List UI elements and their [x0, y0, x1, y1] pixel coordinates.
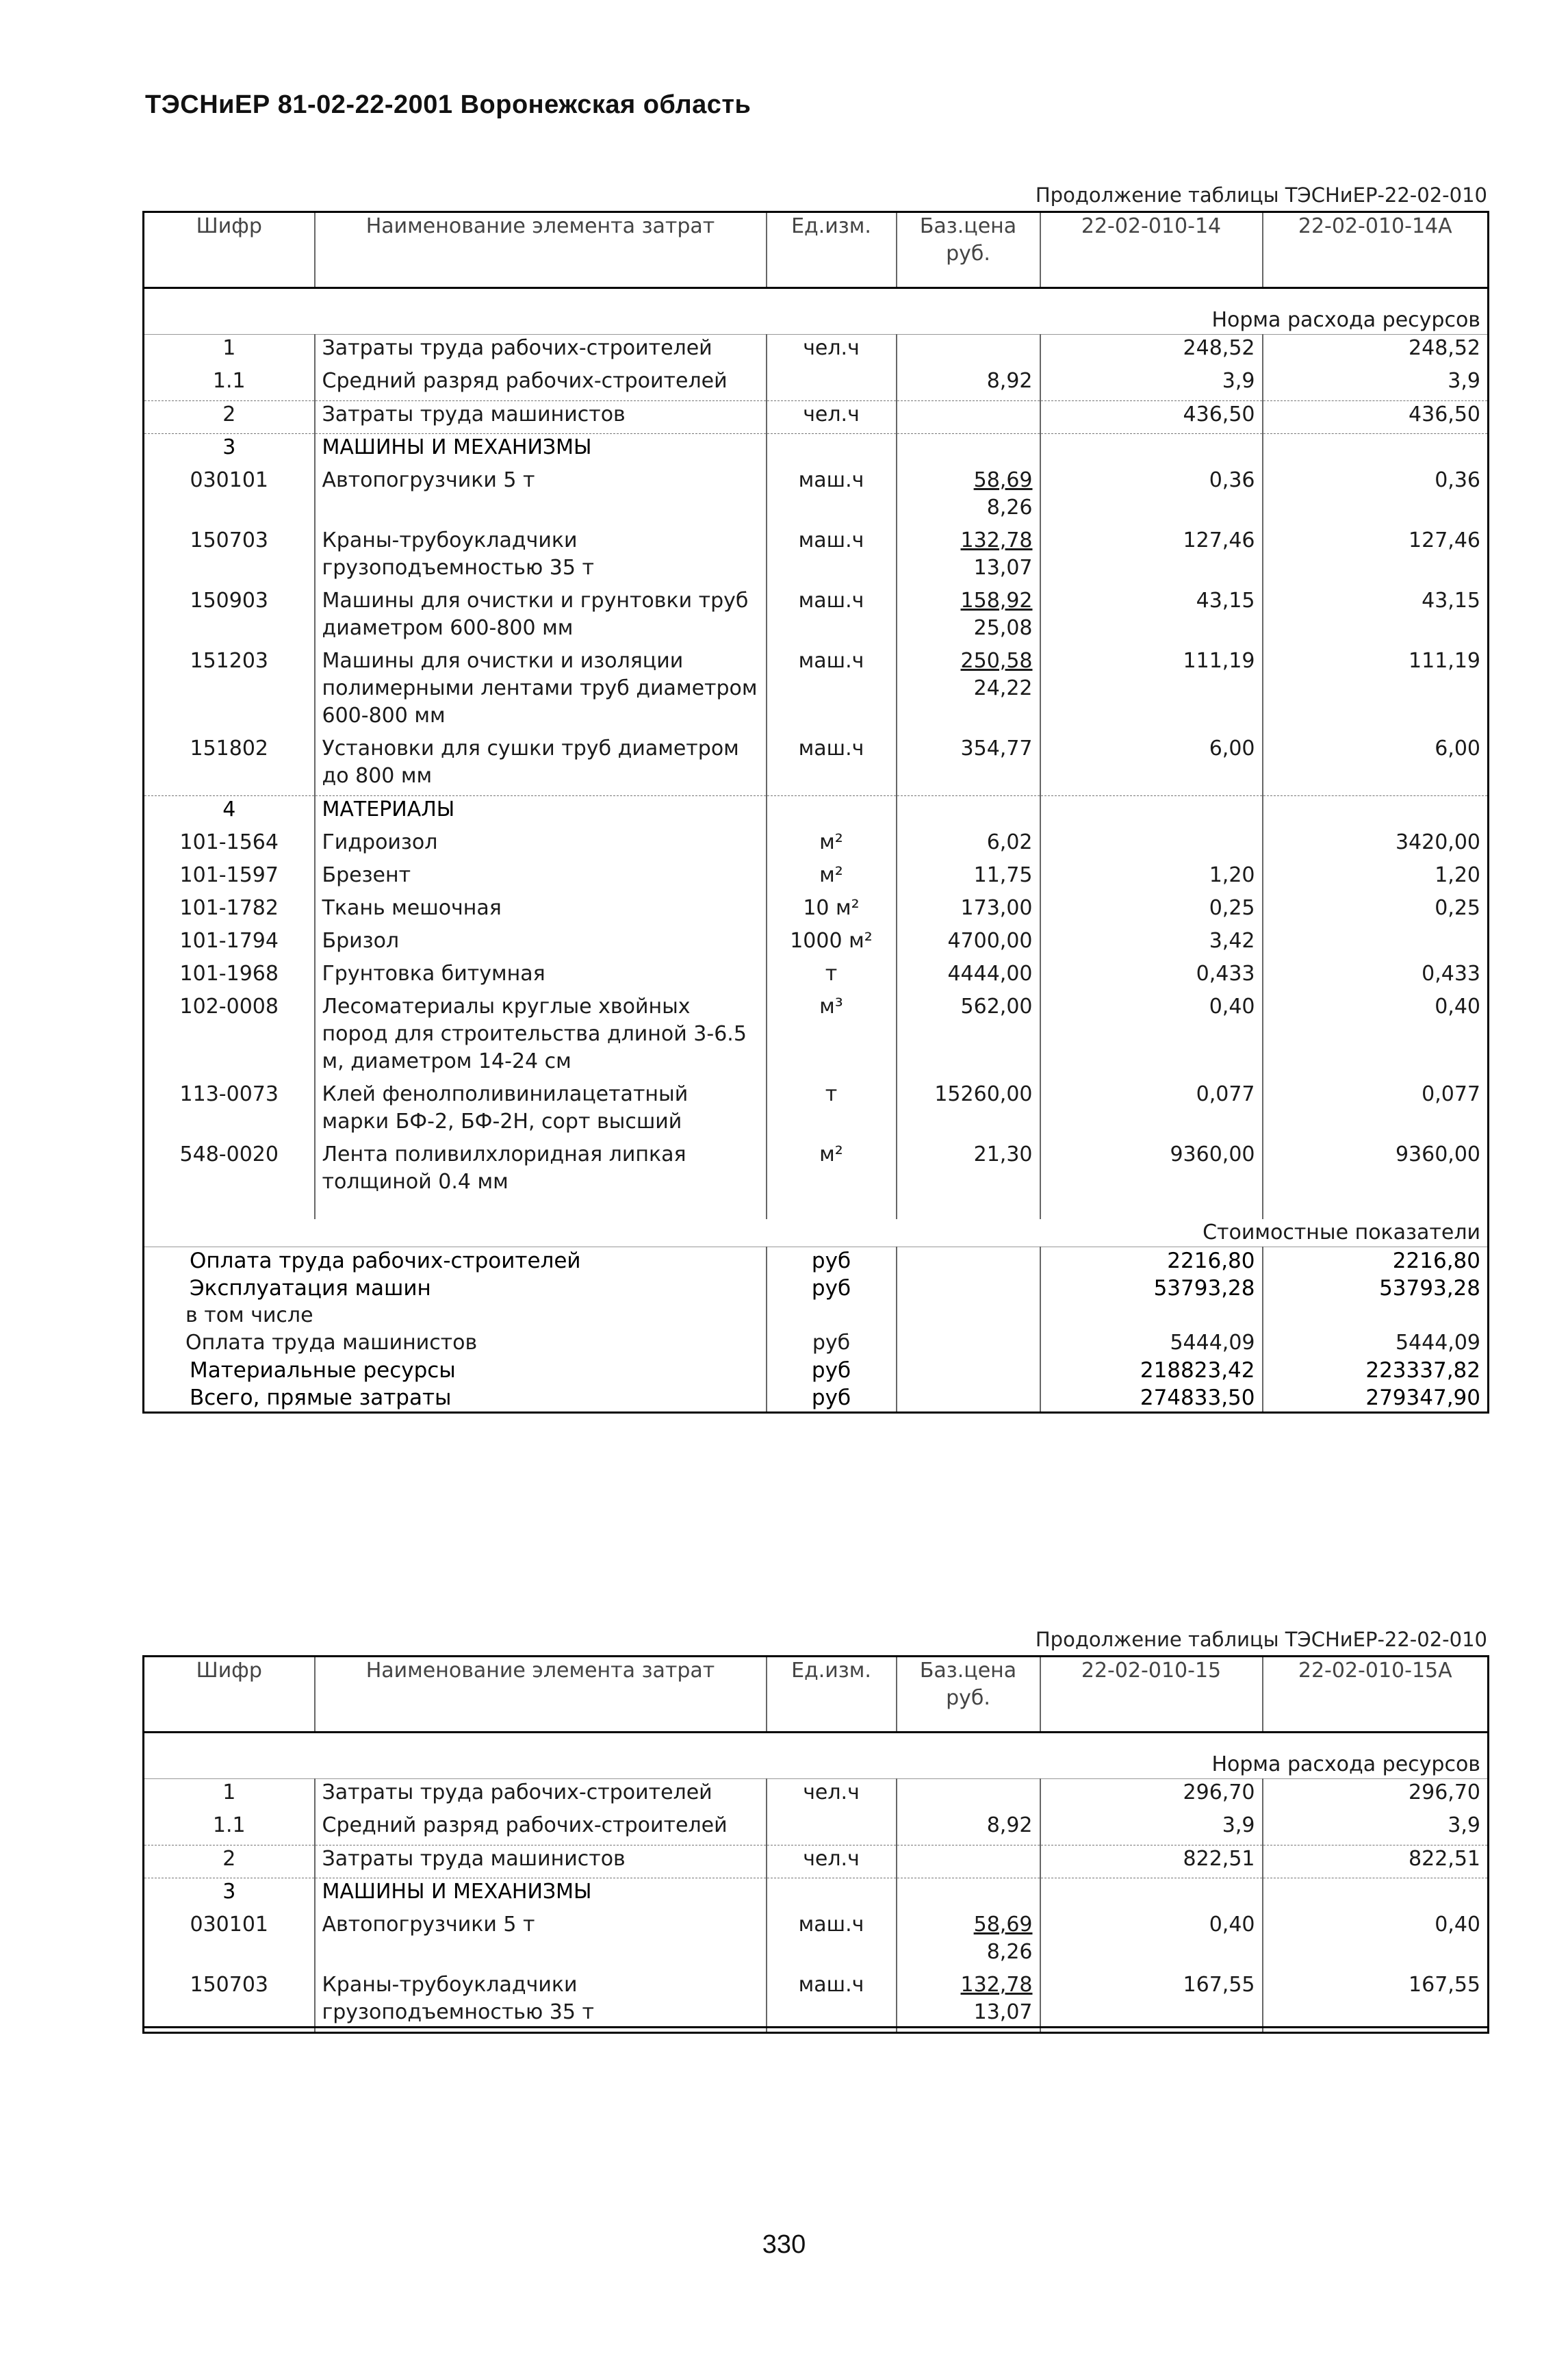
- cell-unit: маш.ч: [767, 527, 897, 582]
- cell-name: Грунтовка битумная: [315, 960, 767, 988]
- cell-code: 151203: [144, 648, 315, 730]
- cell-code: 113-0073: [144, 1081, 315, 1136]
- cell-code: 101-1782: [144, 895, 315, 922]
- cell-norm-2: 127,46: [1263, 527, 1489, 582]
- norm-label: Норма расхода ресурсов: [144, 307, 1489, 335]
- cost-value-1: 53793,28: [1040, 1275, 1263, 1302]
- table-row: [144, 335, 1489, 363]
- cell-unit: маш.ч: [767, 467, 897, 522]
- cost-value-2: 223337,82: [1263, 1357, 1489, 1384]
- cost-value-1: 218823,42: [1040, 1357, 1263, 1384]
- col-header-norm-1: 22-02-010-14: [1040, 212, 1263, 288]
- cell-unit: 1000 м²: [767, 928, 897, 955]
- cell-price: [897, 434, 1040, 462]
- price-base: 250,58: [960, 649, 1033, 673]
- price-base: 8,92: [986, 1813, 1033, 1837]
- cell-norm-1: [1040, 795, 1263, 823]
- cell-name: Затраты труда рабочих-строителей: [315, 335, 767, 363]
- cell-price: [897, 1081, 1040, 1136]
- norm-label-row: [144, 307, 1489, 335]
- cost-value-2: [1263, 1302, 1489, 1329]
- cell-norm-1: 248,52: [1040, 335, 1263, 363]
- cell-code: 2: [144, 1845, 315, 1873]
- col-header-code: Шифр: [144, 212, 315, 288]
- col-header-code: Шифр: [144, 1657, 315, 1733]
- cost-unit: [767, 1302, 897, 1329]
- cell-name: Лента поливилхлоридная липкая толщиной 0.4 мм: [315, 1141, 767, 1196]
- cost-unit: руб: [767, 1247, 897, 1275]
- cell-name: Средний разряд рабочих-строителей: [315, 368, 767, 395]
- cell-price: [897, 993, 1040, 1075]
- cost-name: Оплата труда рабочих-строителей: [144, 1247, 767, 1275]
- price-base: 8,92: [986, 369, 1033, 393]
- cell-name: Установки для сушки труб диаметром до 800 мм: [315, 735, 767, 790]
- cost-unit: руб: [767, 1275, 897, 1302]
- cell-norm-1: 43,15: [1040, 587, 1263, 642]
- cell-unit: м³: [767, 993, 897, 1075]
- cell-unit: маш.ч: [767, 648, 897, 730]
- cell-price: [897, 1971, 1040, 2028]
- price-labor: 8,26: [986, 1940, 1033, 1964]
- cell-name: МАШИНЫ И МЕХАНИЗМЫ: [315, 1878, 767, 1906]
- cell-norm-2: 0,25: [1263, 895, 1489, 922]
- cell-norm-2: 43,15: [1263, 587, 1489, 642]
- cell-unit: т: [767, 960, 897, 988]
- cell-norm-2: 0,077: [1263, 1081, 1489, 1136]
- col-header-norm-1: 22-02-010-15: [1040, 1657, 1263, 1733]
- cell-code: 150903: [144, 587, 315, 642]
- cost-price: [897, 1247, 1040, 1275]
- cell-norm-2: 111,19: [1263, 648, 1489, 730]
- price-labor: 8,26: [986, 496, 1033, 520]
- price-base: 11,75: [973, 863, 1033, 887]
- cell-norm-2: 6,00: [1263, 735, 1489, 790]
- cell-name: Машины для очистки и грунтовки труб диаметром 600-800 мм: [315, 587, 767, 642]
- cell-name: Затраты труда рабочих-строителей: [315, 1779, 767, 1807]
- cell-norm-2: 9360,00: [1263, 1141, 1489, 1196]
- cell-norm-1: 167,55: [1040, 1971, 1263, 2028]
- cell-code: 150703: [144, 1971, 315, 2028]
- table1-header-row: [144, 212, 1489, 288]
- cell-price: [897, 1779, 1040, 1807]
- cell-code: 151802: [144, 735, 315, 790]
- cost-label-row: [144, 1219, 1489, 1247]
- price-base: 15260,00: [934, 1082, 1033, 1106]
- cell-code: 1.1: [144, 1812, 315, 1839]
- cell-norm-1: 0,077: [1040, 1081, 1263, 1136]
- cell-name: МАШИНЫ И МЕХАНИЗМЫ: [315, 434, 767, 462]
- table-row: [144, 895, 1489, 922]
- cell-name: Средний разряд рабочих-строителей: [315, 1812, 767, 1839]
- cell-price: [897, 1878, 1040, 1906]
- price-base: 173,00: [960, 895, 1033, 920]
- cell-unit: м²: [767, 829, 897, 856]
- norm-label: Норма расхода ресурсов: [144, 1751, 1489, 1779]
- cost-price: [897, 1384, 1040, 1413]
- cost-price: [897, 1329, 1040, 1357]
- cell-norm-1: 0,40: [1040, 1911, 1263, 1966]
- cell-norm-2: 0,36: [1263, 467, 1489, 522]
- cell-price: [897, 467, 1040, 522]
- cell-name: Затраты труда машинистов: [315, 1845, 767, 1873]
- cost-name: Оплата труда машинистов: [144, 1329, 767, 1357]
- cell-unit: 10 м²: [767, 895, 897, 922]
- table-row: [144, 368, 1489, 395]
- cell-price: [897, 1845, 1040, 1873]
- price-base: 158,92: [960, 589, 1033, 613]
- cell-code: 101-1564: [144, 829, 315, 856]
- cell-code: 030101: [144, 467, 315, 522]
- cell-norm-2: [1263, 1878, 1489, 1906]
- cell-code: 548-0020: [144, 1141, 315, 1196]
- cell-norm-1: 6,00: [1040, 735, 1263, 790]
- cell-norm-1: 436,50: [1040, 400, 1263, 429]
- cost-value-1: 2216,80: [1040, 1247, 1263, 1275]
- table2-header-row: [144, 1657, 1489, 1733]
- col-header-norm-2: 22-02-010-15А: [1263, 1657, 1489, 1733]
- cell-unit: т: [767, 1081, 897, 1136]
- price-labor: 25,08: [973, 616, 1033, 640]
- cell-price: [897, 735, 1040, 790]
- cell-code: 3: [144, 1878, 315, 1906]
- cost-price: [897, 1302, 1040, 1329]
- cell-name: Машины для очистки и изоляции полимерными лентами труб диаметром 600-800 мм: [315, 648, 767, 730]
- cell-norm-1: 9360,00: [1040, 1141, 1263, 1196]
- cost-value-2: 279347,90: [1263, 1384, 1489, 1413]
- cell-name: Клей фенолполивинилацетатный марки БФ-2, БФ-2Н, сорт высший: [315, 1081, 767, 1136]
- cost-value-1: 274833,50: [1040, 1384, 1263, 1413]
- cell-norm-1: 296,70: [1040, 1779, 1263, 1807]
- table-row: [144, 1845, 1489, 1873]
- table-row: [144, 735, 1489, 790]
- cost-label: Стоимостные показатели: [144, 1219, 1489, 1247]
- table-row: [144, 400, 1489, 429]
- table-row: [144, 1141, 1489, 1196]
- cell-unit: чел.ч: [767, 1845, 897, 1873]
- price-base: 6,02: [986, 830, 1033, 854]
- cell-name: Краны-трубоукладчики грузоподъемностью 35 т: [315, 1971, 767, 2028]
- col-header-name: Наименование элемента затрат: [315, 1657, 767, 1733]
- table2: [142, 1655, 1489, 2034]
- price-base: 21,30: [973, 1142, 1033, 1166]
- cell-unit: маш.ч: [767, 735, 897, 790]
- cell-price: [897, 1911, 1040, 1966]
- cell-code: 2: [144, 400, 315, 429]
- table-row: [144, 1081, 1489, 1136]
- cell-name: Гидроизол: [315, 829, 767, 856]
- cell-name: МАТЕРИАЛЫ: [315, 795, 767, 823]
- cell-code: 101-1597: [144, 862, 315, 889]
- cell-norm-2: 0,40: [1263, 993, 1489, 1075]
- document-title: ТЭСНиЕР 81-02-22-2001 Воронежская область: [145, 90, 751, 119]
- table-row: [144, 928, 1489, 955]
- cell-norm-1: 822,51: [1040, 1845, 1263, 1873]
- cell-price: [897, 527, 1040, 582]
- cell-price: [897, 895, 1040, 922]
- col-header-unit: Ед.изм.: [767, 1657, 897, 1733]
- cell-norm-1: [1040, 434, 1263, 462]
- cost-row: [144, 1357, 1489, 1384]
- cost-row: [144, 1384, 1489, 1413]
- cell-norm-2: 3,9: [1263, 368, 1489, 395]
- cell-norm-1: 1,20: [1040, 862, 1263, 889]
- cost-row: [144, 1247, 1489, 1275]
- table-row: [144, 993, 1489, 1075]
- cell-norm-1: 0,25: [1040, 895, 1263, 922]
- cell-norm-1: 3,9: [1040, 1812, 1263, 1839]
- table-row: [144, 1779, 1489, 1807]
- cost-value-1: 5444,09: [1040, 1329, 1263, 1357]
- cell-unit: м²: [767, 1141, 897, 1196]
- cell-code: 4: [144, 795, 315, 823]
- table-row: [144, 829, 1489, 856]
- price-base: 354,77: [960, 737, 1033, 761]
- cell-price: [897, 648, 1040, 730]
- cost-price: [897, 1357, 1040, 1384]
- cell-unit: [767, 434, 897, 462]
- cell-code: 1.1: [144, 368, 315, 395]
- cell-name: Брезент: [315, 862, 767, 889]
- cell-unit: чел.ч: [767, 335, 897, 363]
- cell-price: [897, 862, 1040, 889]
- cell-name: Краны-трубоукладчики грузоподъемностью 35 т: [315, 527, 767, 582]
- cell-norm-1: 3,9: [1040, 368, 1263, 395]
- table-row: [144, 1971, 1489, 2028]
- cost-name: в том числе: [144, 1302, 767, 1329]
- cell-name: Автопогрузчики 5 т: [315, 467, 767, 522]
- section-row: [144, 1878, 1489, 1906]
- cell-price: [897, 1141, 1040, 1196]
- cell-code: 101-1794: [144, 928, 315, 955]
- col-header-name: Наименование элемента затрат: [315, 212, 767, 288]
- table2-continuation: Продолжение таблицы ТЭСНиЕР-22-02-010: [1035, 1628, 1487, 1651]
- cell-code: 102-0008: [144, 993, 315, 1075]
- cell-price: [897, 335, 1040, 363]
- table-row: [144, 648, 1489, 730]
- cell-norm-2: 167,55: [1263, 1971, 1489, 2028]
- price-labor: 13,07: [973, 2000, 1033, 2024]
- price-labor: 13,07: [973, 556, 1033, 580]
- cell-norm-1: [1040, 1878, 1263, 1906]
- cell-norm-2: 3,9: [1263, 1812, 1489, 1839]
- cell-code: 1: [144, 335, 315, 363]
- cost-name: Всего, прямые затраты: [144, 1384, 767, 1413]
- cell-name: Затраты труда машинистов: [315, 400, 767, 429]
- cell-norm-2: 822,51: [1263, 1845, 1489, 1873]
- table-row: [144, 527, 1489, 582]
- cell-code: 150703: [144, 527, 315, 582]
- cell-norm-2: 436,50: [1263, 400, 1489, 429]
- section-row: [144, 795, 1489, 823]
- cost-value-2: 2216,80: [1263, 1247, 1489, 1275]
- table1: [142, 211, 1489, 1414]
- cost-unit: руб: [767, 1357, 897, 1384]
- cell-price: [897, 960, 1040, 988]
- cell-price: [897, 795, 1040, 823]
- cell-price: [897, 1812, 1040, 1839]
- cell-norm-1: 127,46: [1040, 527, 1263, 582]
- cost-name: Эксплуатация машин: [144, 1275, 767, 1302]
- cost-price: [897, 1275, 1040, 1302]
- cell-unit: маш.ч: [767, 1971, 897, 2028]
- cell-norm-2: 248,52: [1263, 335, 1489, 363]
- cell-name: Бризол: [315, 928, 767, 955]
- table-row: [144, 1911, 1489, 1966]
- price-base: 58,69: [973, 1913, 1033, 1937]
- cost-value-2: 5444,09: [1263, 1329, 1489, 1357]
- norm-label-row: [144, 1751, 1489, 1779]
- cost-row: [144, 1275, 1489, 1302]
- cell-price: [897, 829, 1040, 856]
- cell-unit: маш.ч: [767, 587, 897, 642]
- price-labor: 24,22: [973, 676, 1033, 700]
- price-base: 132,78: [960, 1973, 1033, 1997]
- cell-norm-1: 3,42: [1040, 928, 1263, 955]
- cell-name: Автопогрузчики 5 т: [315, 1911, 767, 1966]
- cell-code: 101-1968: [144, 960, 315, 988]
- cell-norm-1: 0,40: [1040, 993, 1263, 1075]
- cost-unit: руб: [767, 1329, 897, 1357]
- table1-continuation: Продолжение таблицы ТЭСНиЕР-22-02-010: [1035, 183, 1487, 207]
- section-row: [144, 434, 1489, 462]
- cell-norm-2: 3420,00: [1263, 829, 1489, 856]
- cell-unit: чел.ч: [767, 1779, 897, 1807]
- cell-code: 1: [144, 1779, 315, 1807]
- price-base: 58,69: [973, 468, 1033, 492]
- cost-value-2: 53793,28: [1263, 1275, 1489, 1302]
- cell-unit: [767, 1878, 897, 1906]
- cost-unit: руб: [767, 1384, 897, 1413]
- table-row: [144, 960, 1489, 988]
- cell-unit: м²: [767, 862, 897, 889]
- price-base: 132,78: [960, 528, 1033, 552]
- cost-value-1: [1040, 1302, 1263, 1329]
- cell-price: [897, 928, 1040, 955]
- cell-name: Ткань мешочная: [315, 895, 767, 922]
- col-header-price: Баз.цена руб.: [897, 1657, 1040, 1733]
- cell-norm-2: [1263, 928, 1489, 955]
- cell-norm-1: 0,36: [1040, 467, 1263, 522]
- cost-row: [144, 1329, 1489, 1357]
- cell-unit: чел.ч: [767, 400, 897, 429]
- col-header-unit: Ед.изм.: [767, 212, 897, 288]
- cell-norm-2: 1,20: [1263, 862, 1489, 889]
- price-base: 562,00: [960, 994, 1033, 1019]
- cell-norm-1: 111,19: [1040, 648, 1263, 730]
- cell-code: 3: [144, 434, 315, 462]
- col-header-price: Баз.цена руб.: [897, 212, 1040, 288]
- page-number: 330: [762, 2230, 806, 2259]
- table-row: [144, 862, 1489, 889]
- cell-unit: [767, 1812, 897, 1839]
- cell-norm-1: 0,433: [1040, 960, 1263, 988]
- cell-name: Лесоматериалы круглые хвойных пород для строительства длиной 3-6.5 м, диаметром 14-24 см: [315, 993, 767, 1075]
- table-row: [144, 587, 1489, 642]
- price-base: 4444,00: [947, 961, 1033, 986]
- cell-price: [897, 587, 1040, 642]
- cell-norm-2: 0,433: [1263, 960, 1489, 988]
- col-header-norm-2: 22-02-010-14А: [1263, 212, 1489, 288]
- cost-row: [144, 1302, 1489, 1329]
- cost-name: Материальные ресурсы: [144, 1357, 767, 1384]
- cell-norm-2: 296,70: [1263, 1779, 1489, 1807]
- price-base: 4700,00: [947, 928, 1033, 953]
- cell-norm-1: [1040, 829, 1263, 856]
- table-row: [144, 1812, 1489, 1839]
- cell-price: [897, 400, 1040, 429]
- cell-unit: маш.ч: [767, 1911, 897, 1966]
- table-row: [144, 467, 1489, 522]
- cell-price: [897, 368, 1040, 395]
- cell-code: 030101: [144, 1911, 315, 1966]
- cell-unit: [767, 795, 897, 823]
- cell-norm-2: 0,40: [1263, 1911, 1489, 1966]
- cell-unit: [767, 368, 897, 395]
- cell-norm-2: [1263, 434, 1489, 462]
- cell-norm-2: [1263, 795, 1489, 823]
